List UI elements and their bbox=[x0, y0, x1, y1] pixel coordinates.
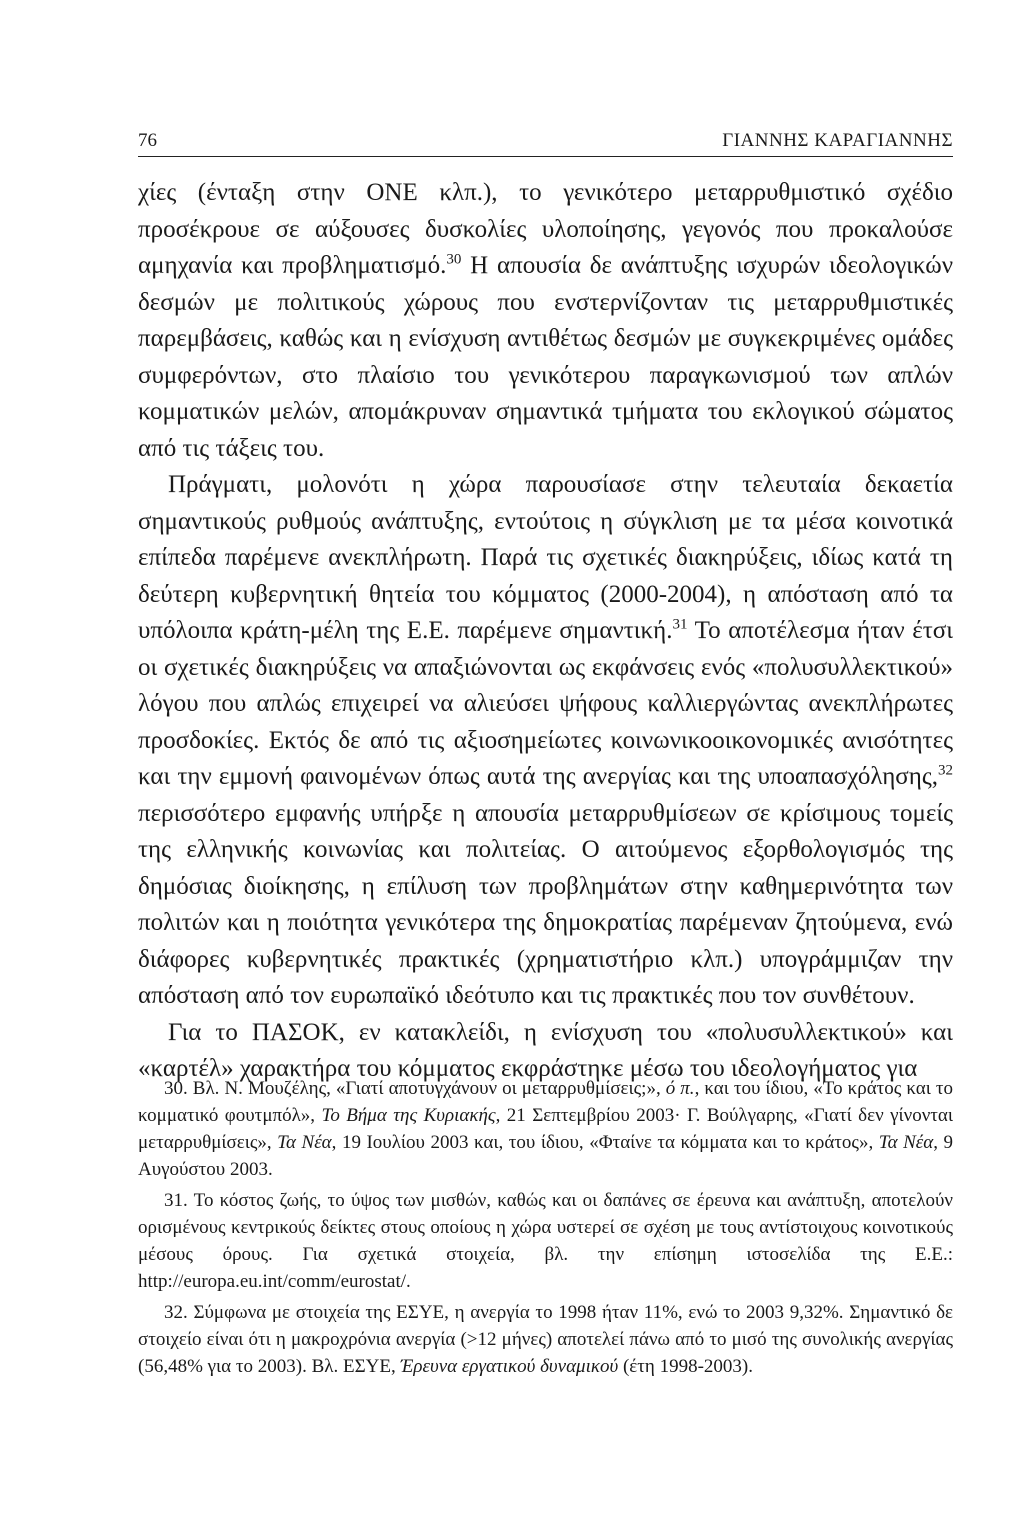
footnote-31: 31. Το κόστος ζωής, το ύψος των μισθών, καθώς και οι δαπάνες σε έρευνα και ανάπτυξη, αποτελούν ορισμένους κεντρικούς δείκτες στους οποίους η χώρα υστερεί σε σχέση με τους αντίστοιχους κοινοτικούς μέσους όρους. Για σχετικά στοιχεία, βλ. την επίσημη ιστοσελίδα της Ε.Ε.: http://europa.eu.int/comm/eurostat/. bbox=[138, 1190, 953, 1292]
paragraph-1 bbox=[138, 175, 953, 467]
main-text bbox=[138, 175, 953, 1088]
paragraph-2-text-c: περισσότερο εμφανής υπήρξε η απουσία μεταρρυθμίσεων σε κρίσιμους τομείς της ελληνικής κοινωνίας και πολιτείας. Ο αιτούμενος εξορθολογισμός της δημόσιας διοίκησης, η επίλυση των προβλημάτων στην καθημερινότητα των πολιτών και η ποιότητα γενικότερα της δημοκρατίας παρέμεναν ζητούμενα, ενώ διάφορες κυβερνητικές πρακτικές (χρηματιστήριο κλπ.) υπογράμμιζαν την απόσταση από τον ευρωπαϊκό ιδεότυπο και τις πρακτικές που τον συνθέτουν. bbox=[138, 799, 953, 1009]
paragraph-2-text-b: Το αποτέλεσμα ήταν έτσι οι σχετικές διακηρύξεις να απαξιώνονται ως εκφάνσεις ενός «πολυσυλλεκτικού» λόγου που απλώς επιχειρεί να αλιεύσει ψήφους καλλιεργώντας ανεκπλήρωτες προσδοκίες. Εκτός δε από τις αξιοσημείωτες κοινωνικοοικονομικές ανισότητες και την εμμονή φαινομένων όπως αυτά της ανεργίας και της υποαπασχόλησης, bbox=[138, 617, 953, 790]
footnote-32-text-1: 32. Σύμφωνα με στοιχεία της ΕΣΥΕ, η ανεργία το 1998 ήταν 11%, ενώ το 2003 9,32%. Σημαντικό δε στοιχείο είναι ότι η μακροχρόνια ανεργία (>12 μήνες) αποτελεί πάνω από το μισό της συνολικής ανεργίας (56,48% για το 2003). Βλ. ΕΣΥΕ, bbox=[138, 1302, 953, 1377]
footnote-32 bbox=[138, 1299, 953, 1380]
footnote-30-italic-2: Το Βήμα της Κυριακής bbox=[321, 1105, 496, 1126]
footnote-30-text-1: 30. Βλ. Ν. Μουζέλης, «Γιατί αποτυγχάνουν οι μεταρρυθμίσεις;», bbox=[164, 1078, 666, 1099]
page-number: 76 bbox=[138, 130, 157, 151]
footnote-30-italic-3: Τα Νέα bbox=[277, 1132, 332, 1153]
footnote-32-italic-1: Έρευνα εργατικού δυναμικού bbox=[400, 1356, 619, 1377]
footnote-ref-30: 30 bbox=[446, 251, 462, 268]
footnote-30-text-5: , 9 Αυγούστου 2003. bbox=[138, 1132, 953, 1180]
footnote-32-text-2: (έτη 1998-2003). bbox=[618, 1356, 753, 1377]
footnote-30-italic-1: ό π. bbox=[665, 1078, 695, 1099]
footnotes bbox=[138, 1075, 953, 1384]
footnote-ref-31: 31 bbox=[672, 616, 688, 633]
paragraph-1-text-b: Η απουσία δε ανάπτυξης ισχυρών ιδεολογικών δεσμών με πολιτικούς χώρους που ενστερνίζονταν τις μεταρρυθμιστικές παρεμβάσεις, καθώς και η ενίσχυση αντιθέτως δεσμών με συγκεκριμένες ομάδες συμφερόντων, στο πλαίσιο του γενικότερου παραγκωνισμού των απλών κομματικών μελών, απομάκρυναν σημαντικά τμήματα του εκλογικού σώματος από τις τάξεις του. bbox=[138, 252, 954, 462]
footnote-30 bbox=[138, 1075, 953, 1183]
footnote-30-text-4: , 19 Ιουλίου 2003 και, του ίδιου, «Φταίνε τα κόμματα και το κράτος», bbox=[331, 1132, 879, 1153]
footnote-30-text-2: , και του ίδιου, «Το κράτος και το κομματικό φουτμπόλ», bbox=[138, 1078, 953, 1126]
footnote-30-italic-4: Τα Νέα bbox=[878, 1132, 934, 1153]
running-header bbox=[138, 126, 953, 157]
paragraph-1-text-a: χίες (ένταξη στην ΟΝΕ κλπ.), το γενικότερο μεταρρυθμιστικό σχέδιο προσέκρουε σε αύξουσες δυσκολίες υλοποίησης, γεγονός που προκαλούσε αμηχανία και προβληματισμό. bbox=[138, 179, 953, 279]
footnote-30-text-3: , 21 Σεπτεμβρίου 2003· Γ. Βούλγαρης, «Γιατί δεν γίνονται μεταρρυθμίσεις», bbox=[138, 1105, 953, 1153]
paragraph-3: Για το ΠΑΣΟΚ, εν κατακλείδι, η ενίσχυση του «πολυσυλλεκτικού» και «καρτέλ» χαρακτήρα του κόμματος εκφράστηκε μέσω του ιδεολογήματος για bbox=[138, 1018, 953, 1082]
paragraph-2-text-a: Πράγματι, μολονότι η χώρα παρουσίασε στην τελευταία δεκαετία σημαντικούς ρυθμούς ανάπτυξης, εντούτοις η σύγκλιση με τα μέσα κοινοτικά επίπεδα παρέμενε ανεκπλήρωτη. Παρά τις σχετικές διακηρύξεις, ιδίως κατά τη δεύτερη κυβερνητική θητεία του κόμματος (2000-2004), η απόσταση από τα υπόλοιπα κράτη-μέλη της Ε.Ε. παρέμενε σημαντική. bbox=[138, 471, 953, 644]
running-head-author: ΓΙΑΝΝΗΣ ΚΑΡΑΓΙΑΝΝΗΣ bbox=[722, 130, 953, 151]
paragraph-2 bbox=[138, 467, 953, 1015]
footnote-ref-32: 32 bbox=[938, 762, 953, 779]
